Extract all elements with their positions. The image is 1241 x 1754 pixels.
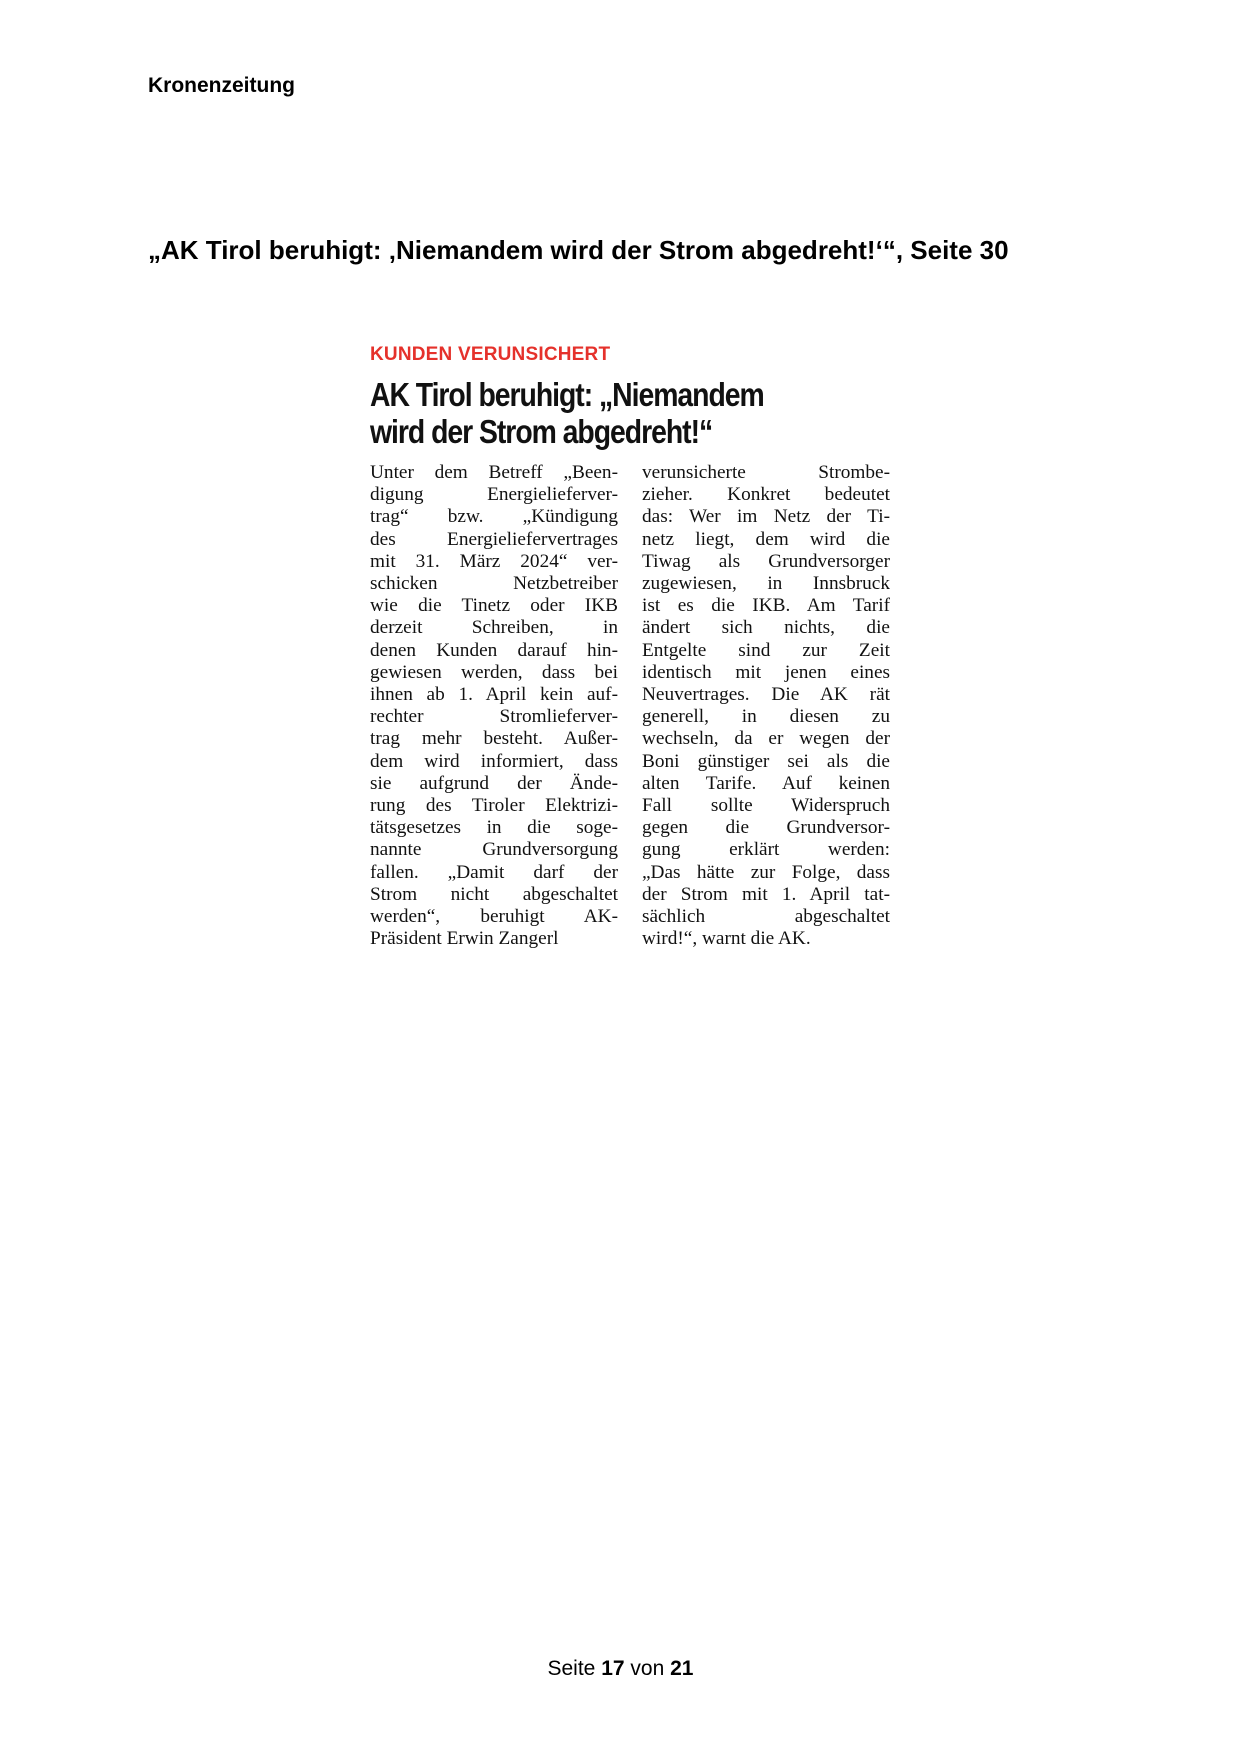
article-line: netz liegt, dem wird die <box>642 528 890 550</box>
article-line: trag“ bzw. „Kündigung <box>370 506 618 528</box>
article-line: Präsident Erwin Zangerl <box>370 928 559 950</box>
article-line: ändert sich nichts, die <box>642 617 890 639</box>
article-line: schicken Netzbetreiber <box>370 573 618 595</box>
current-page: 17 <box>601 1657 625 1680</box>
article-line: ist es die IKB. Am Tarif <box>642 595 890 617</box>
page-separator: von <box>630 1657 665 1680</box>
source-name: Kronenzeitung <box>148 74 295 97</box>
article-line: Neuvertrages. Die AK rät <box>642 684 890 706</box>
article-line: gewiesen werden, dass bei <box>370 661 618 683</box>
article-line: rung des Tiroler Elektrizi- <box>370 795 618 817</box>
newspaper-clipping <box>370 344 892 952</box>
article-line: denen Kunden darauf hin- <box>370 639 618 661</box>
article-line: Boni günstiger sei als die <box>642 750 890 772</box>
article-kicker: KUNDEN VERUNSICHERT <box>370 344 611 365</box>
article-line: Unter dem Betreff „Been- <box>370 462 618 483</box>
article-line: digung Energielieferver- <box>370 484 618 506</box>
article-line: Tiwag als Grundversorger <box>642 550 890 572</box>
article-line: alten Tarife. Auf keinen <box>642 772 890 794</box>
article-headline <box>370 376 817 450</box>
article-line: mit 31. März 2024“ ver- <box>370 550 618 572</box>
article-line: Fall sollte Widerspruch <box>642 795 890 817</box>
article-line: „Das hätte zur Folge, dass <box>642 861 890 883</box>
headline-line: AK Tirol beruhigt: „Niemandem <box>370 376 764 413</box>
article-line: rechter Stromlieferver- <box>370 706 618 728</box>
article-line: werden“, beruhigt AK- <box>370 906 618 928</box>
article-line: zieher. Konkret bedeutet <box>642 484 890 506</box>
article-line: Strom nicht abgeschaltet <box>370 883 618 905</box>
article-line: der Strom mit 1. April tat- <box>642 883 890 905</box>
article-line: identisch mit jenen eines <box>642 661 890 683</box>
article-line: sie aufgrund der Ände- <box>370 772 618 794</box>
document-title: „AK Tirol beruhigt: ‚Niemandem wird der Strom abgedreht!‘“, Seite 30 <box>148 235 1009 265</box>
article-line: fallen. „Damit darf der <box>370 861 618 883</box>
article-line: das: Wer im Netz der Ti- <box>642 506 890 528</box>
article-line: zugewiesen, in Innsbruck <box>642 573 890 595</box>
article-line: wird!“, warnt die AK. <box>642 928 811 950</box>
page-prefix: Seite <box>547 1657 596 1680</box>
article-line: Entgelte sind zur Zeit <box>642 639 890 661</box>
total-pages: 21 <box>670 1657 694 1680</box>
article-line: verunsicherte Strombe- <box>642 462 890 483</box>
article-line: wechseln, da er wegen der <box>642 728 890 750</box>
article-line: nannte Grundversorgung <box>370 839 618 861</box>
article-line: gung erklärt werden: <box>642 839 890 861</box>
article-line: trag mehr besteht. Außer- <box>370 728 618 750</box>
article-line: ihnen ab 1. April kein auf- <box>370 684 618 706</box>
page-number <box>0 1657 1241 1681</box>
article-line: generell, in diesen zu <box>642 706 890 728</box>
article-line: gegen die Grundversor- <box>642 817 890 839</box>
article-line: tätsgesetzes in die soge- <box>370 817 618 839</box>
article-line: wie die Tinetz oder IKB <box>370 595 618 617</box>
headline-line: wird der Strom abgedreht!“ <box>370 413 713 450</box>
article-column-left <box>370 462 618 950</box>
article-line: des Energieliefervertrages <box>370 528 618 550</box>
article-line: derzeit Schreiben, in <box>370 617 618 639</box>
article-column-right <box>642 462 890 950</box>
article-line: sächlich abgeschaltet <box>642 906 890 928</box>
article-line: dem wird informiert, dass <box>370 750 618 772</box>
